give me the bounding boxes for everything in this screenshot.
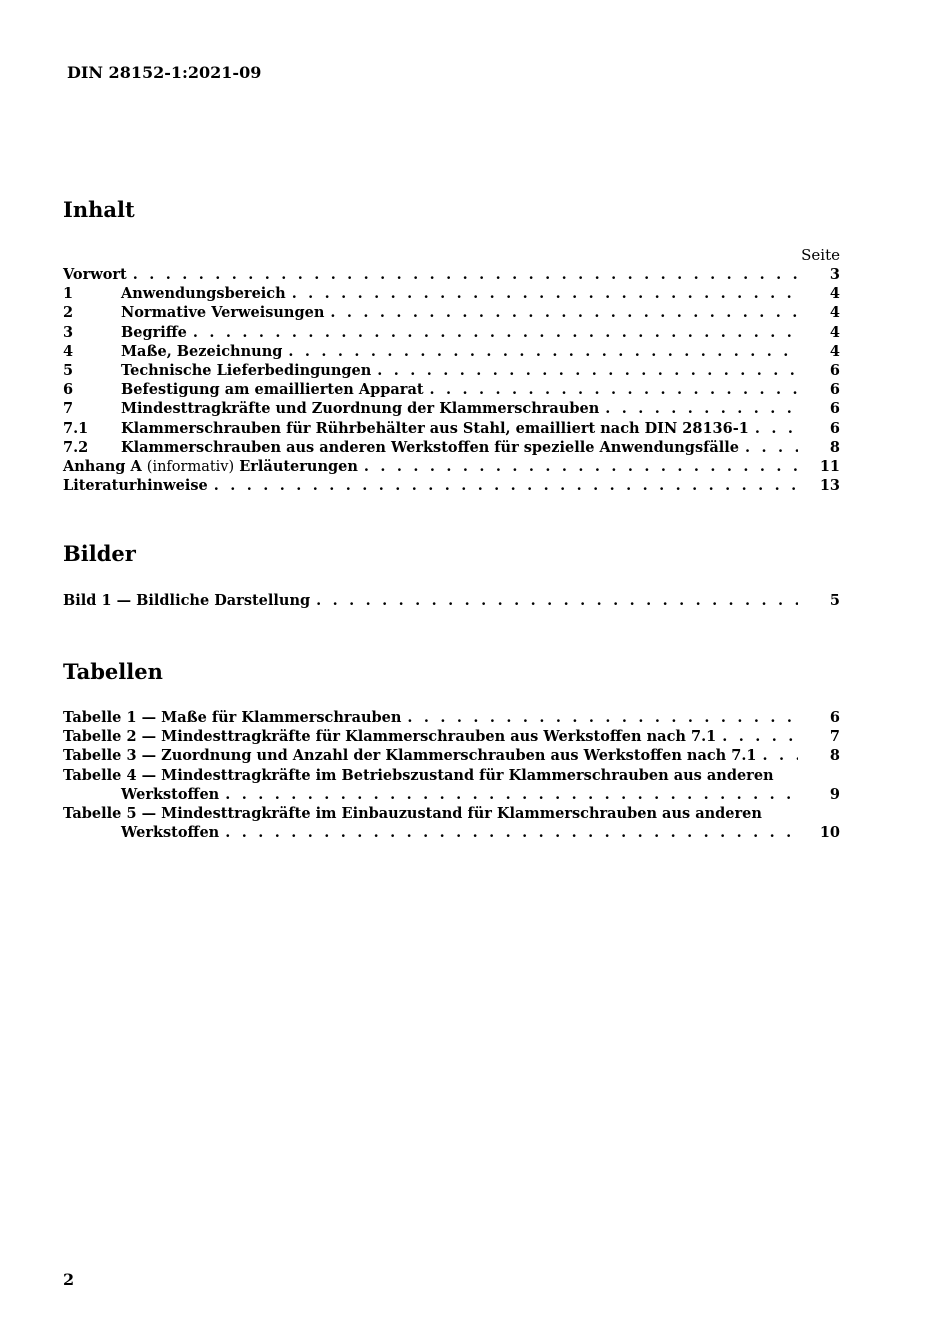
toc-entry-number: 7.1: [63, 419, 89, 437]
table-entry-title-continued: Werkstoffen: [121, 824, 220, 842]
toc-entry-page: 4: [829, 323, 840, 341]
toc-entry[interactable]: [63, 438, 840, 457]
table-entry-title: Tabelle 5 — Mindesttragkräfte im Einbauzustand für Klammerschrauben aus anderen: [63, 804, 762, 822]
toc-entry-title: Befestigung am emaillierten Apparat: [121, 381, 424, 399]
table-entry-page: 6: [829, 709, 840, 726]
leader-dots: [755, 419, 798, 438]
leader-dots: [292, 284, 798, 303]
toc-entry-number: 7.2: [63, 438, 89, 456]
toc-entry-page: 6: [829, 361, 840, 379]
annex-title: [63, 457, 358, 477]
toc-entry-page: 6: [829, 381, 840, 399]
toc-entry[interactable]: [63, 303, 840, 322]
leader-dots: [330, 303, 798, 322]
leader-dots: [407, 708, 798, 727]
page-number: 2: [63, 1270, 75, 1289]
table-entry-title: Tabelle 3 — Zuordnung und Anzahl der Klammerschrauben aus Werkstoffen nach 7.1: [63, 747, 757, 765]
toc-entry-number: 1: [63, 285, 74, 303]
toc-entry[interactable]: [63, 265, 840, 284]
toc-entry[interactable]: [63, 323, 840, 342]
toc-entry-title: Maße, Bezeichnung: [121, 342, 283, 360]
table-entry-line2[interactable]: [63, 785, 840, 804]
table-entry-page: 9: [829, 785, 840, 803]
toc-entry-title: Literaturhinweise: [63, 477, 208, 495]
toc-entry-title: Normative Verweisungen: [121, 304, 325, 322]
leader-dots: [430, 380, 798, 399]
toc-entry-page: 13: [819, 477, 840, 495]
toc-entry-title: Anwendungsbereich: [121, 285, 286, 303]
figures-heading: Bilder: [63, 541, 136, 566]
toc-entry-number: 2: [63, 304, 74, 322]
leader-dots: [316, 591, 798, 610]
toc-entry[interactable]: [63, 361, 840, 380]
tables-heading: Tabellen: [63, 659, 163, 684]
toc-entry-number: 6: [63, 381, 74, 399]
toc-entry-page: 3: [829, 266, 840, 283]
table-entry-page: 7: [829, 728, 840, 746]
leader-dots: [225, 785, 798, 804]
table-entry[interactable]: [63, 708, 840, 727]
toc-entry-page: 4: [829, 304, 840, 322]
toc-entry-title: Klammerschrauben für Rührbehälter aus Stahl, emailliert nach DIN 28136-1: [121, 419, 749, 437]
page-column-label: Seite: [801, 246, 840, 264]
toc-entry[interactable]: [63, 284, 840, 303]
figure-entry-title: Bild 1 — Bildliche Darstellung: [63, 592, 311, 609]
contents-heading: Inhalt: [63, 197, 135, 222]
list-of-tables: [63, 708, 840, 842]
table-of-contents: [63, 265, 840, 495]
toc-entry-number: 7: [63, 400, 74, 418]
toc-entry-title: Technische Lieferbedingungen: [121, 361, 372, 379]
toc-entry-title: Begriffe: [121, 323, 187, 341]
leader-dots: [364, 457, 798, 476]
annex-qualifier: (informativ): [146, 458, 235, 475]
leader-dots: [605, 399, 798, 418]
toc-entry[interactable]: [63, 342, 840, 361]
table-entry-title-continued: Werkstoffen: [121, 785, 220, 803]
table-entry-line1[interactable]: [63, 804, 840, 823]
annex-label: Anhang A: [63, 457, 142, 475]
leader-dots: [288, 342, 798, 361]
leader-dots: [193, 323, 798, 342]
document-id: DIN 28152-1:2021-09: [67, 63, 262, 82]
leader-dots: [763, 746, 799, 765]
leader-dots: [214, 476, 798, 495]
leader-dots: [722, 727, 798, 746]
toc-entry-page: 4: [829, 285, 840, 303]
table-entry-title: Tabelle 2 — Mindesttragkräfte für Klammerschrauben aus Werkstoffen nach 7.1: [63, 728, 717, 746]
figure-entry[interactable]: [63, 591, 840, 610]
table-entry[interactable]: [63, 746, 840, 765]
toc-entry-page: 11: [819, 457, 840, 475]
figure-entry-page: 5: [829, 592, 840, 609]
table-entry-title: Tabelle 4 — Mindesttragkräfte im Betriebszustand für Klammerschrauben aus anderen: [63, 766, 774, 784]
toc-entry-title: Mindesttragkräfte und Zuordnung der Klammerschrauben: [121, 400, 600, 418]
toc-entry[interactable]: [63, 419, 840, 438]
toc-entry-number: 4: [63, 342, 74, 360]
annex-name: Erläuterungen: [239, 457, 358, 475]
table-entry-line1[interactable]: [63, 766, 840, 785]
table-entry-page: 10: [819, 824, 840, 842]
toc-entry-page: 6: [829, 400, 840, 418]
leader-dots: [225, 823, 798, 842]
leader-dots: [745, 438, 798, 457]
toc-entry-title: Vorwort: [63, 266, 127, 283]
toc-entry-page: 8: [829, 438, 840, 456]
toc-entry-page: 4: [829, 342, 840, 360]
table-entry-page: 8: [829, 747, 840, 765]
leader-dots: [377, 361, 798, 380]
toc-entry-title: Klammerschrauben aus anderen Werkstoffen für spezielle Anwendungsfälle: [121, 438, 739, 456]
table-entry-line2[interactable]: [63, 823, 840, 842]
toc-entry-number: 5: [63, 361, 74, 379]
table-entry-title: Tabelle 1 — Maße für Klammerschrauben: [63, 709, 402, 726]
table-entry[interactable]: [63, 727, 840, 746]
toc-entry-annex[interactable]: [63, 457, 840, 476]
toc-entry-number: 3: [63, 323, 74, 341]
toc-entry[interactable]: [63, 380, 840, 399]
toc-entry[interactable]: [63, 399, 840, 418]
leader-dots: [133, 265, 798, 284]
toc-entry-bibliography[interactable]: [63, 476, 840, 495]
list-of-figures: [63, 591, 840, 610]
toc-entry-page: 6: [829, 419, 840, 437]
